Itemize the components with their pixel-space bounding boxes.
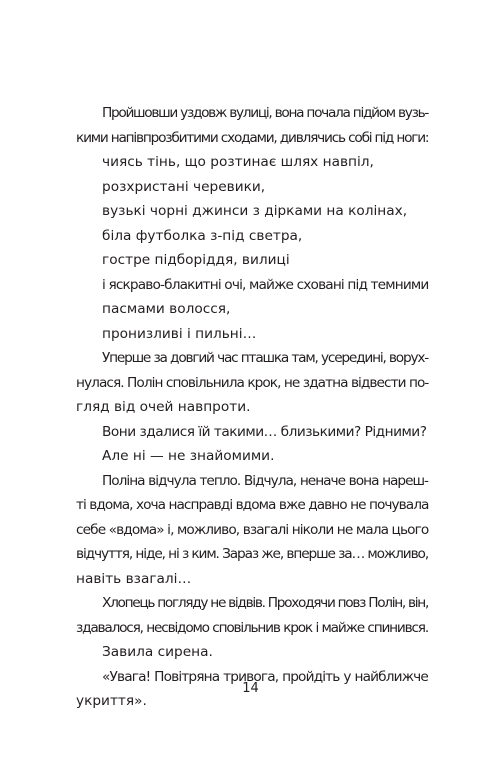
text-line: Але ні — не знайомими. bbox=[102, 448, 275, 464]
text-line: Поліна відчула тепло. Відчула, неначе вона нареш- bbox=[102, 472, 428, 489]
text-line: Пройшовши уздовж вулиці, вона почала підйом вузь- bbox=[102, 105, 428, 121]
text-line: гляд від очей навпроти. bbox=[76, 399, 251, 415]
text-line: Хлопець погляду не відвів. Проходячи повз Полін, він, bbox=[102, 595, 428, 611]
text-line: укриття». bbox=[76, 693, 147, 709]
text-line: Вони здалися їй такими… близькими? Рідними? bbox=[102, 423, 427, 440]
text-line: навіть взагалі… bbox=[76, 570, 192, 587]
text-line: вузькі чорні джинси з дірками на колінах, bbox=[102, 203, 408, 219]
body-text bbox=[76, 101, 428, 714]
page-number: 14 bbox=[242, 681, 259, 696]
text-line: пасмами волосся, bbox=[102, 301, 231, 317]
text-line: ті вдома, хоча насправді вдома вже давно не почувала bbox=[76, 497, 429, 513]
text-line: відчуття, ніде, ні з ким. Зараз же, вперше за… можливо, bbox=[76, 546, 429, 562]
text-line: розхристані черевики, bbox=[102, 178, 266, 195]
text-line: і яскраво-блакитні очі, майже сховані під темними bbox=[102, 276, 429, 293]
text-line: нулася. Полін сповільнила крок, не здатна відвести по- bbox=[76, 374, 429, 391]
text-line: себе «вдома» і, можливо, взагалі ніколи не мала цього bbox=[76, 521, 429, 538]
text-line: «Увага! Повітряна тривога, пройдіть у найближче bbox=[102, 668, 428, 685]
text-line: здавалося, несвідомо сповільнив крок і майже спинився. bbox=[76, 619, 428, 636]
text-line: гостре підборіддя, вилиці bbox=[102, 252, 290, 268]
text-line: кими напівпрозбитими сходами, дивлячись собі під ноги: bbox=[76, 129, 429, 146]
text-line: чиясь тінь, що розтинає шлях навпіл, bbox=[102, 154, 374, 170]
text-line: біла футболка з-під светра, bbox=[102, 227, 303, 244]
text-line: пронизливі і пильні… bbox=[102, 325, 257, 342]
text-line: Завила сирена. bbox=[102, 644, 213, 660]
text-line: Уперше за довгий час пташка там, усередині, ворух- bbox=[102, 350, 428, 366]
